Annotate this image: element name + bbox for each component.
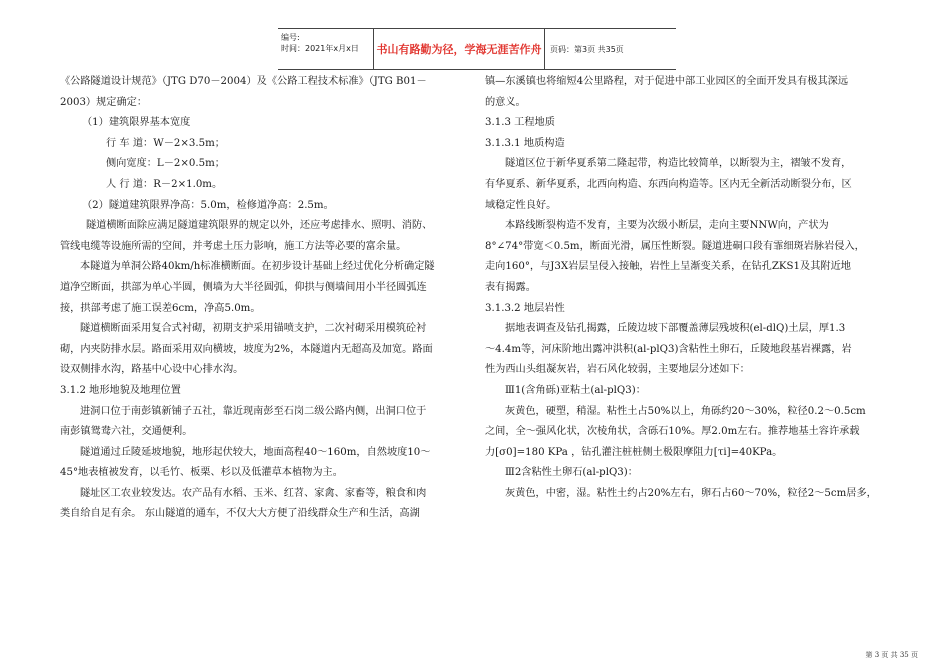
text-line: 镇—东溪镇也将缩短4公里路程，对于促进中部工业园区的全面开发具有极其深远	[485, 76, 849, 87]
text-line: 之间，全～强风化状，次棱角状，含砾石10%。厚2.0m左右。推荐地基土容许承载	[485, 426, 860, 438]
text-line: （2）隧道建筑限界净高：5.0m，检修道净高：2.5m。	[82, 199, 334, 211]
text-line: Ⅲ1(含角砾)亚粘土(al-plQ3)：	[505, 384, 646, 396]
text-line: ～4.4m等，河床阶地出露冲洪积(al-plQ3)含粘性土卵石，丘陵地段基岩裸露，岩	[485, 343, 852, 355]
text-line: 设双侧排水沟，路基中心设中心排水沟。	[60, 364, 244, 376]
section-heading: 3.1.3 工程地质	[485, 117, 555, 129]
text-line: 2003）规定确定：	[60, 96, 148, 108]
header-page-label: 页码：第3页 共35页	[550, 44, 624, 54]
text-line: 性为西山头组凝灰岩，岩石风化较弱，主要地层分述如下：	[485, 364, 750, 376]
header-time-label: 时间：2021年x月x日	[281, 44, 359, 53]
text-line: 南彭镇鸳鸯六社，交通便利。	[60, 426, 193, 438]
page-header	[278, 28, 676, 70]
text-line: 侧向宽度：L－2×0.5m；	[106, 158, 225, 170]
text-line: 道净空断面，拱部为单心半圆，侧墙为大半径圆弧，仰拱与侧墙间用小半径圆弧连	[60, 281, 427, 293]
text-line: 《公路隧道设计规范》（JTG D70－2004）及《公路工程技术标准》（JTG B01－	[60, 76, 427, 87]
text-line: 行 车 道：W－2×3.5m；	[106, 137, 225, 149]
text-line: 8°∠74°带宽＜0.5m，断面光滑，属压性断裂。隧道进硐口段有霏细斑岩脉岩侵入，	[485, 240, 865, 252]
text-line: （1）建筑限界基本宽度	[82, 117, 191, 129]
text-line: 据地表调查及钻孔揭露，丘陵边坡下部覆盖薄层残坡积(el-dlQ)土层，厚1.3	[505, 323, 846, 335]
text-line: 进洞口位于南彭镇新铺子五社，靠近现南彭至石岗二级公路内侧，出洞口位于	[80, 405, 427, 417]
text-line: 域稳定性良好。	[485, 199, 557, 211]
text-line: 隧道区位于新华夏系第二隆起带，构造比较简单，以断裂为主，褶皱不发育，	[505, 158, 852, 170]
text-line: 管线电缆等设施所需的空间，并考虑土压力影响，施工方法等必要的富余量。	[60, 240, 407, 252]
section-heading: 3.1.2 地形地貌及地理位置	[60, 384, 181, 396]
text-line: 本隧道为单洞公路40km/h标准横断面。在初步设计基础上经过优化分析确定隧	[80, 261, 435, 273]
left-column	[60, 72, 480, 525]
text-line: 灰黄色，硬塑，稍湿。粘性土占50%以上，角砾约20～30%，粒径0.2～0.5cm	[505, 405, 866, 417]
text-line: 力[σ0]=180 KPa ，钻孔灌注桩桩侧土极限摩阻力[τi]=40KPa。	[485, 446, 783, 458]
text-line: 表有揭露。	[485, 281, 536, 293]
page-footer: 第 3 页 共 35 页	[865, 651, 918, 659]
text-line: 的意义。	[485, 96, 526, 108]
text-line: Ⅲ2含粘性土卵石(al-plQ3)：	[505, 467, 638, 479]
text-line: 本路线断裂构造不发育，主要为次级小断层，走向主要NNW向，产状为	[505, 220, 829, 232]
text-line: 隧址区工农业较发达。农产品有水稻、玉米、红苕、家禽、家畜等，粮食和肉	[80, 487, 427, 499]
text-line: 走向160°，与J3X岩层呈侵入接触，岩性上呈渐变关系，在钻孔ZKS1及其附近地	[485, 261, 851, 273]
header-motto: 书山有路勤为径，学海无涯苦作舟	[374, 29, 545, 69]
text-line: 接，拱部考虑了施工误差6cm，净高5.0m。	[60, 302, 261, 314]
header-number-label: 编号:	[281, 33, 300, 42]
text-line: 45°地表植被发育，以毛竹、板栗、杉以及低灌草本植物为主。	[60, 467, 343, 479]
text-line: 有华夏系、新华夏系，北西向构造、东西向构造等。区内无全新活动断裂分布，区	[485, 178, 852, 190]
text-line: 人 行 道：R－2×1.0m。	[106, 178, 223, 190]
text-line: 隧道通过丘陵延坡地貌，地形起伏较大，地面高程40～160m，自然坡度10～	[80, 446, 431, 458]
section-heading: 3.1.3.1 地质构造	[485, 137, 565, 149]
right-column	[485, 72, 910, 504]
section-heading: 3.1.3.2 地层岩性	[485, 302, 565, 314]
text-line: 砌，内夹防排水层。路面采用双向横坡，坡度为2%，本隧道内无超高及加宽。路面	[60, 343, 433, 355]
text-line: 类自给自足有余。 东山隧道的通车，不仅大大方便了沿线群众生产和生活，高湖	[60, 508, 420, 520]
text-line: 灰黄色，中密，湿。粘性土约占20%左右，卵石占60～70%，粒径2～5cm居多，	[505, 487, 877, 499]
text-line: 隧道横断面除应满足隧道建筑限界的规定以外，还应考虑排水、照明、消防、	[86, 220, 433, 232]
text-line: 隧道横断面采用复合式衬砌，初期支护采用锚喷支护，二次衬砌采用模筑砼衬	[80, 323, 427, 335]
header-meta	[278, 29, 374, 69]
